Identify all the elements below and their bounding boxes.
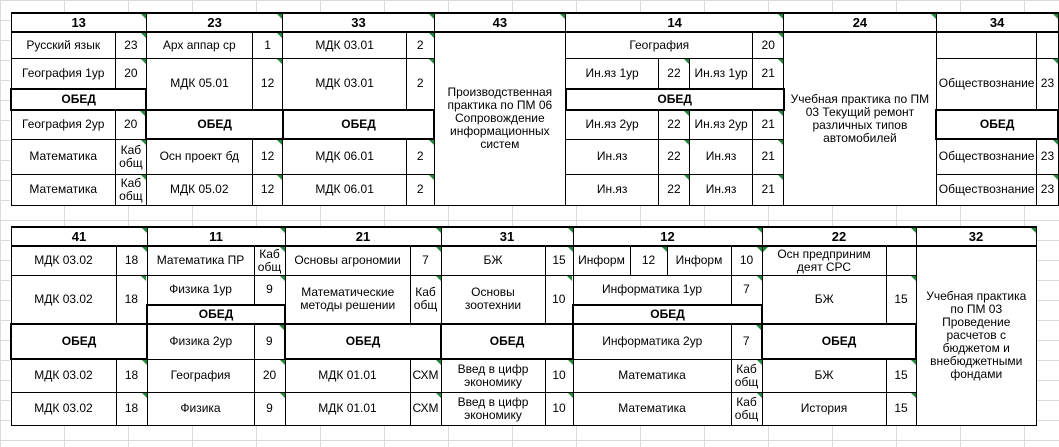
- subject-cell[interactable]: Основы агрономии: [285, 246, 410, 275]
- subject-cell[interactable]: Введ в цифр экономику: [441, 359, 545, 392]
- practice-note-43[interactable]: Производственная практика по ПМ 06 Сопровождение информационных систем: [434, 32, 566, 205]
- room-cell[interactable]: 12: [630, 246, 667, 275]
- subject-cell[interactable]: Основы зоотехнии: [441, 275, 545, 324]
- subject-cell[interactable]: Информ: [667, 246, 731, 275]
- lunch-cell[interactable]: ОБЕД: [285, 324, 441, 359]
- subject-cell[interactable]: География: [566, 32, 753, 58]
- lunch-cell[interactable]: ОБЕД: [147, 305, 285, 324]
- room-cell[interactable]: 2: [406, 58, 434, 110]
- room-cell[interactable]: Каб общ: [731, 359, 762, 392]
- group-header-32: 32: [916, 227, 1036, 246]
- group-header-row: [11, 227, 1036, 246]
- room-cell[interactable]: 12: [252, 174, 283, 205]
- subject-cell[interactable]: МДК 05.01: [146, 58, 252, 110]
- subject-cell[interactable]: Осн проект бд: [146, 139, 252, 174]
- room-cell[interactable]: 9: [254, 275, 285, 305]
- room-cell[interactable]: 15: [886, 275, 916, 324]
- subject-cell[interactable]: МДК 03.01: [283, 58, 406, 110]
- lunch-cell[interactable]: ОБЕД: [441, 324, 573, 359]
- room-cell[interactable]: 1: [252, 32, 283, 58]
- subject-cell[interactable]: Ин.яз: [689, 139, 752, 174]
- subject-cell[interactable]: Обществознание: [936, 174, 1037, 205]
- room-cell[interactable]: 2: [406, 174, 434, 205]
- group-header-33: 33: [283, 13, 434, 32]
- room-cell[interactable]: 12: [252, 139, 283, 174]
- subject-cell[interactable]: МДК 03.02: [11, 359, 116, 392]
- group-header-34: 34: [936, 13, 1058, 32]
- room-cell[interactable]: 9: [254, 392, 285, 425]
- group-header-22: 22: [762, 227, 916, 246]
- room-cell[interactable]: 15: [886, 359, 916, 392]
- group-header-13: 13: [11, 13, 146, 32]
- subject-cell[interactable]: Математика: [11, 139, 115, 174]
- lesson-row: [11, 359, 1036, 392]
- lunch-cell[interactable]: ОБЕД: [283, 110, 434, 139]
- room-cell[interactable]: 10: [545, 275, 573, 324]
- room-cell[interactable]: 23: [1037, 139, 1058, 174]
- subject-cell[interactable]: Физика 2ур: [147, 324, 254, 359]
- lesson-row: [11, 275, 1036, 305]
- subject-cell[interactable]: Математика: [11, 174, 115, 205]
- room-cell[interactable]: 21: [753, 58, 784, 89]
- subject-cell[interactable]: МДК 05.02: [146, 174, 252, 205]
- subject-cell[interactable]: География 1ур: [11, 58, 115, 89]
- room-cell[interactable]: 20: [115, 58, 146, 89]
- subject-cell[interactable]: МДК 01.01: [285, 392, 410, 425]
- group-header-43: 43: [434, 13, 566, 32]
- lunch-cell[interactable]: ОБЕД: [146, 110, 283, 139]
- room-cell[interactable]: 21: [753, 110, 784, 139]
- subject-cell[interactable]: Обществознание: [936, 58, 1037, 110]
- group-header-31: 31: [441, 227, 573, 246]
- practice-note-32[interactable]: Учебная практика по ПМ 03 Проведение расчетов с бюджетом и внебюджетными фондами: [916, 246, 1036, 425]
- room-cell[interactable]: 23: [1037, 174, 1058, 205]
- room-cell[interactable]: СХМ: [410, 359, 441, 392]
- lunch-cell[interactable]: ОБЕД: [936, 110, 1058, 139]
- lunch-cell[interactable]: ОБЕД: [11, 324, 147, 359]
- subject-cell[interactable]: МДК 06.01: [283, 174, 406, 205]
- group-header-21: 21: [285, 227, 441, 246]
- subject-cell[interactable]: Введ в цифр экономику: [441, 392, 545, 425]
- room-cell[interactable]: 18: [116, 275, 147, 324]
- lunch-cell[interactable]: ОБЕД: [566, 89, 784, 110]
- subject-cell[interactable]: Математика ПР: [147, 246, 254, 275]
- group-header-41: 41: [11, 227, 147, 246]
- schedule-table-top: [10, 12, 1059, 206]
- subject-cell[interactable]: [936, 32, 1037, 58]
- room-cell[interactable]: 22: [659, 58, 690, 89]
- subject-cell[interactable]: МДК 06.01: [283, 139, 406, 174]
- subject-cell[interactable]: Математика: [573, 392, 731, 425]
- subject-cell[interactable]: Информатика 1ур: [573, 275, 731, 305]
- lunch-cell[interactable]: ОБЕД: [762, 324, 916, 359]
- subject-cell[interactable]: БЖ: [762, 359, 886, 392]
- room-cell[interactable]: 22: [659, 174, 690, 205]
- subject-cell[interactable]: Информатика 2ур: [573, 324, 731, 359]
- subject-cell[interactable]: Ин.яз 2ур: [689, 110, 752, 139]
- subject-cell[interactable]: Русский язык: [11, 32, 115, 58]
- room-cell[interactable]: 20: [115, 110, 146, 139]
- room-cell[interactable]: [1037, 32, 1058, 58]
- group-header-row: [11, 13, 1058, 32]
- subject-cell[interactable]: МДК 03.02: [11, 275, 116, 324]
- lesson-row: [11, 32, 1058, 58]
- room-cell[interactable]: 20: [753, 32, 784, 58]
- subject-cell[interactable]: География 2ур: [11, 110, 115, 139]
- room-cell[interactable]: 23: [115, 32, 146, 58]
- room-cell[interactable]: 22: [659, 110, 690, 139]
- group-header-14: 14: [566, 13, 784, 32]
- room-cell[interactable]: 10: [731, 246, 762, 275]
- lesson-row: [11, 324, 1036, 359]
- room-cell[interactable]: 7: [731, 275, 762, 305]
- room-cell[interactable]: Каб общ: [115, 139, 146, 174]
- subject-cell[interactable]: Арх аппар ср: [146, 32, 252, 58]
- room-cell[interactable]: 9: [254, 324, 285, 359]
- room-cell[interactable]: Каб общ: [115, 174, 146, 205]
- lunch-cell[interactable]: ОБЕД: [11, 89, 146, 110]
- subject-cell[interactable]: Математика: [573, 359, 731, 392]
- room-cell[interactable]: Каб общ: [731, 392, 762, 425]
- room-cell[interactable]: 22: [659, 139, 690, 174]
- subject-cell[interactable]: Ин.яз 1ур: [689, 58, 752, 89]
- room-cell[interactable]: 15: [545, 246, 573, 275]
- room-cell[interactable]: 18: [116, 359, 147, 392]
- schedule-table-bottom: [10, 226, 1037, 426]
- room-cell[interactable]: СХМ: [410, 392, 441, 425]
- lesson-row: [11, 246, 1036, 275]
- room-cell[interactable]: 7: [731, 324, 762, 359]
- subject-cell[interactable]: Обществознание: [936, 139, 1037, 174]
- room-cell[interactable]: 18: [116, 392, 147, 425]
- subject-cell[interactable]: География: [147, 359, 254, 392]
- subject-cell[interactable]: МДК 03.02: [11, 392, 116, 425]
- group-header-12: 12: [573, 227, 762, 246]
- subject-cell[interactable]: Физика: [147, 392, 254, 425]
- room-cell[interactable]: 21: [753, 174, 784, 205]
- subject-cell[interactable]: История: [762, 392, 886, 425]
- group-header-23: 23: [146, 13, 283, 32]
- room-cell[interactable]: 23: [1037, 58, 1058, 110]
- subject-cell[interactable]: Ин.яз: [566, 139, 659, 174]
- room-cell[interactable]: 10: [545, 392, 573, 425]
- subject-cell[interactable]: МДК 03.02: [11, 246, 116, 275]
- subject-cell[interactable]: Информ: [573, 246, 630, 275]
- subject-cell[interactable]: Осн предприним деят СРС: [762, 246, 886, 275]
- room-cell[interactable]: 10: [545, 359, 573, 392]
- room-cell[interactable]: 18: [116, 246, 147, 275]
- room-cell[interactable]: 21: [753, 139, 784, 174]
- room-cell[interactable]: 20: [254, 359, 285, 392]
- subject-cell[interactable]: Физика 1ур: [147, 275, 254, 305]
- subject-cell[interactable]: БЖ: [441, 246, 545, 275]
- group-header-11: 11: [147, 227, 285, 246]
- room-cell[interactable]: 7: [410, 246, 441, 275]
- subject-cell[interactable]: Ин.яз 2ур: [566, 110, 659, 139]
- room-cell[interactable]: 12: [252, 58, 283, 110]
- subject-cell[interactable]: Математические методы решении: [285, 275, 410, 324]
- lesson-row: [11, 392, 1036, 425]
- group-header-24: 24: [784, 13, 937, 32]
- subject-cell[interactable]: Ин.яз 1ур: [566, 58, 659, 89]
- room-cell[interactable]: [886, 246, 916, 275]
- room-cell[interactable]: Каб общ: [410, 275, 441, 324]
- room-cell[interactable]: 2: [406, 139, 434, 174]
- subject-cell[interactable]: БЖ: [762, 275, 886, 324]
- room-cell[interactable]: Каб общ: [254, 246, 285, 275]
- subject-cell[interactable]: Ин.яз: [566, 174, 659, 205]
- practice-note-24[interactable]: Учебная практика по ПМ 03 Текущий ремонт различных типов автомобилей: [784, 32, 937, 205]
- room-cell[interactable]: 15: [886, 392, 916, 425]
- subject-cell[interactable]: Ин.яз: [689, 174, 752, 205]
- subject-cell[interactable]: МДК 01.01: [285, 359, 410, 392]
- subject-cell[interactable]: МДК 03.01: [283, 32, 406, 58]
- lunch-cell[interactable]: ОБЕД: [573, 305, 762, 324]
- room-cell[interactable]: 2: [406, 32, 434, 58]
